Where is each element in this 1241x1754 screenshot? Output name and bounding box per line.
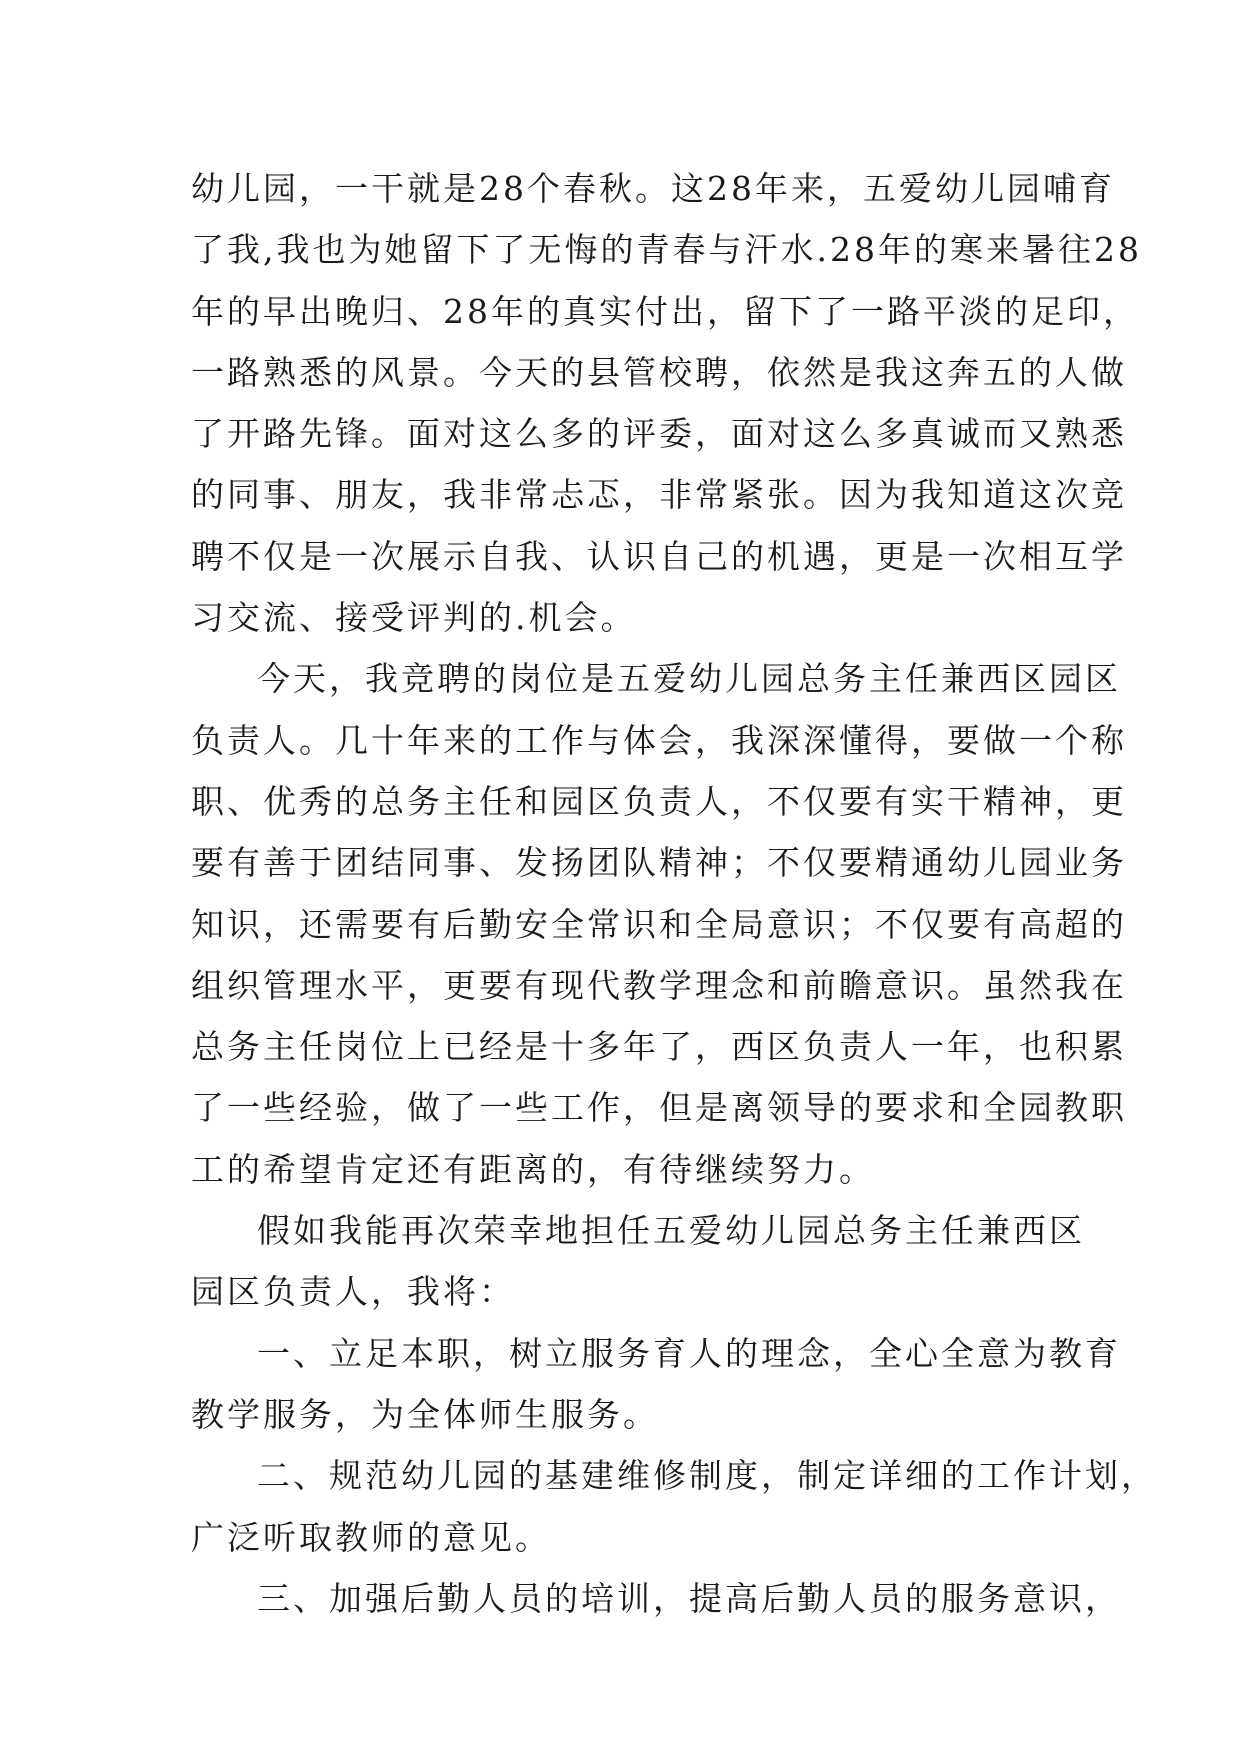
text-line: 聘不仅是一次展示自我、认识自己的机遇，更是一次相互学 bbox=[191, 536, 1127, 576]
text-line: 一路熟悉的风景。今天的县管校聘，依然是我这奔五的人做 bbox=[191, 352, 1127, 392]
text-line: 年的早出晚归、28年的真实付出，留下了一路平淡的足印， bbox=[191, 291, 1139, 331]
text-line: 的同事、朋友，我非常忐忑，非常紧张。因为我知道这次竞 bbox=[191, 475, 1127, 515]
text-line: 要有善于团结同事、发扬团队精神；不仅要精通幼儿园业务 bbox=[191, 843, 1127, 883]
text-line: 了开路先锋。面对这么多的评委，面对这么多真诚而又熟悉 bbox=[191, 414, 1127, 454]
text-line: 三、加强后勤人员的培训，提高后勤人员的服务意识， bbox=[257, 1578, 1121, 1618]
text-line: 工的希望肯定还有距离的，有待继续努力。 bbox=[191, 1149, 875, 1189]
text-line: 习交流、接受评判的.机会。 bbox=[191, 598, 637, 638]
text-line: 幼儿园，一干就是28个春秋。这28年来，五爱幼儿园哺育 bbox=[191, 169, 1115, 208]
document-body bbox=[191, 158, 1157, 1629]
text-line: 总务主任岗位上已经是十多年了，西区负责人一年，也积累 bbox=[191, 1027, 1127, 1067]
text-line: 园区负责人，我将： bbox=[191, 1272, 515, 1312]
text-line: 广泛听取教师的意见。 bbox=[191, 1517, 551, 1557]
text-line: 职、优秀的总务主任和园区负责人，不仅要有实干精神，更 bbox=[191, 781, 1127, 821]
text-line: 了我,我也为她留下了无悔的青春与汗水.28年的寒来暑往28 bbox=[191, 230, 1142, 270]
text-line: 今天，我竞聘的岗位是五爱幼儿园总务主任兼西区园区 bbox=[257, 659, 1121, 699]
text-line: 负责人。几十年来的工作与体会，我深深懂得，要做一个称 bbox=[191, 720, 1127, 760]
text-line: 了一些经验，做了一些工作，但是离领导的要求和全园教职 bbox=[191, 1088, 1127, 1128]
text-line: 一、立足本职，树立服务育人的理念，全心全意为教育 bbox=[257, 1333, 1121, 1373]
text-line: 二、规范幼儿园的基建维修制度，制定详细的工作计划， bbox=[257, 1456, 1157, 1496]
text-line: 知识，还需要有后勤安全常识和全局意识；不仅要有高超的 bbox=[191, 904, 1127, 944]
text-line: 假如我能再次荣幸地担任五爱幼儿园总务主任兼西区 bbox=[257, 1211, 1085, 1251]
text-line: 教学服务，为全体师生服务。 bbox=[191, 1394, 659, 1434]
text-line: 组织管理水平，更要有现代教学理念和前瞻意识。虽然我在 bbox=[191, 965, 1127, 1005]
